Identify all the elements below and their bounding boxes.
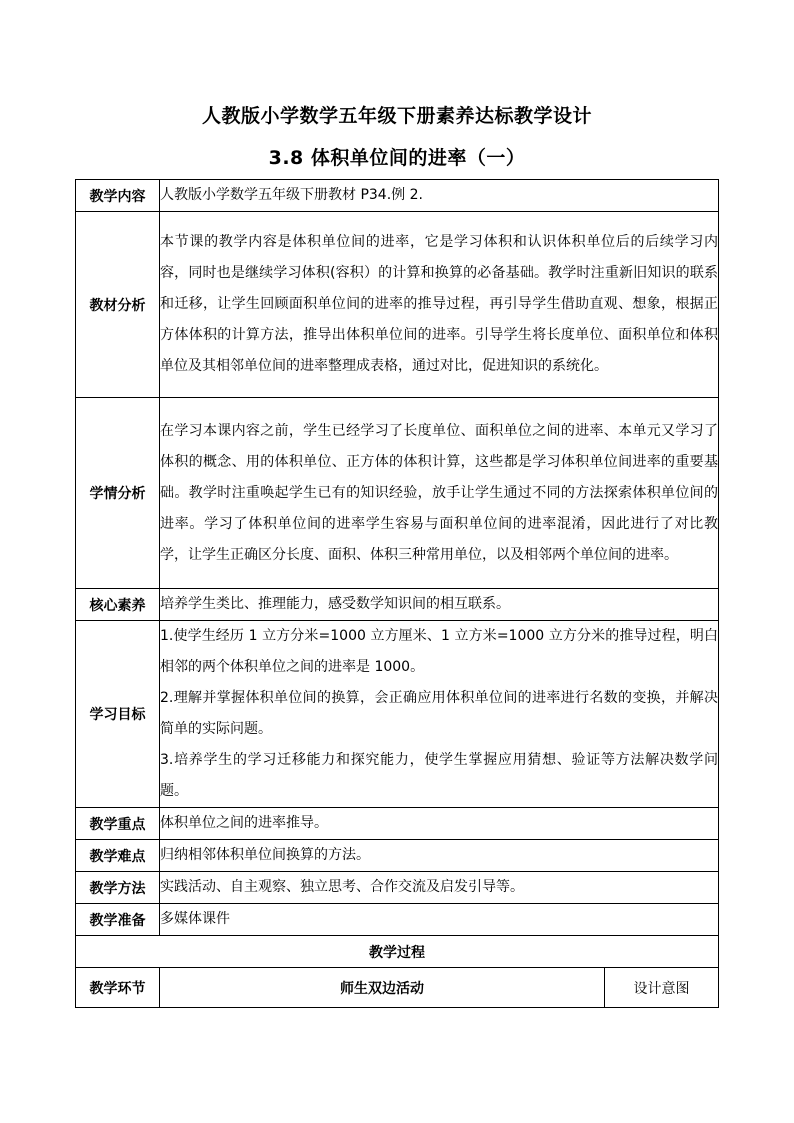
- content-line: 培养学生类比、推理能力，感受数学知识间的相互联系。: [160, 596, 510, 612]
- content-line: 实践活动、自主观察、独立思考、合作交流及启发引导等。: [160, 879, 524, 895]
- row-content: [160, 212, 719, 398]
- row-label: 教学方法: [76, 872, 160, 904]
- process-heading: 教学过程: [76, 936, 719, 968]
- row-label: 学习目标: [76, 621, 160, 808]
- row-label: 教学内容: [76, 180, 160, 212]
- row-process-heading: [76, 936, 719, 968]
- row-learning-goals: [76, 621, 719, 808]
- document-title: 人教版小学数学五年级下册素养达标教学设计: [201, 105, 592, 127]
- column-header-intent: 设计意图: [605, 968, 719, 1008]
- row-content: [160, 904, 719, 936]
- row-label: 教学重点: [76, 808, 160, 840]
- content-line: 本节课的教学内容是体积单位间的进率，它是学习体积和认识体积单位后的后续学习内容，同时也是继续学习体积(容积）的计算和换算的必备基础。教学时注重新旧知识的联系和迁移，让学生回顾面积单位间的进率的推导过程，再引导学生借助直观、想象，根据正方体体积的计算方法，推导出体积单位间的进率。引导学生将长度单位、面积单位和体积单位及其相邻单位间的进率整理成表格，通过对比，促进知识的系统化。: [160, 234, 718, 374]
- lesson-plan-table: [75, 179, 719, 1008]
- row-process-columns: [76, 968, 719, 1008]
- row-preparation: [76, 904, 719, 936]
- content-line: 3.培养学生的学习迁移能力和探究能力，使学生掌握应用猜想、验证等方法解决数学问题。: [160, 752, 718, 799]
- content-line: 1.使学生经历 1 立方分米=1000 立方厘米、1 立方米=1000 立方分米的推导过程，明白相邻的两个体积单位之间的进率是 1000。: [160, 628, 718, 675]
- row-material-analysis: [76, 212, 719, 398]
- row-label: 核心素养: [76, 589, 160, 621]
- content-line: 2.理解并掌握体积单位间的换算，会正确应用体积单位间的进率进行名数的变换，并解决简单的实际问题。: [160, 690, 718, 737]
- row-learner-analysis: [76, 398, 719, 589]
- row-content: [160, 180, 719, 212]
- row-content: [160, 872, 719, 904]
- row-label: 学情分析: [76, 398, 160, 589]
- row-methods: [76, 872, 719, 904]
- content-line: 多媒体课件: [160, 911, 230, 927]
- row-content: [160, 589, 719, 621]
- row-content: [160, 840, 719, 872]
- content-line: 体积单位之间的进率推导。: [160, 815, 328, 831]
- row-content: [160, 398, 719, 589]
- row-teaching-content: [76, 180, 719, 212]
- row-content: [160, 808, 719, 840]
- row-difficulties: [76, 840, 719, 872]
- column-header-activities: 师生双边活动: [160, 968, 605, 1008]
- row-label: 教学准备: [76, 904, 160, 936]
- row-content: [160, 621, 719, 808]
- content-line: 人教版小学数学五年级下册教材 P34.例 2.: [160, 187, 423, 203]
- column-header-stage: 教学环节: [76, 968, 160, 1008]
- row-label: 教学难点: [76, 840, 160, 872]
- row-key-points: [76, 808, 719, 840]
- content-line: 在学习本课内容之前，学生已经学习了长度单位、面积单位之间的进率、本单元又学习了体积的概念、用的体积单位、正方体的体积计算，这些都是学习体积单位间进率的重要基础。教学时注重唤起学生已有的知识经验，放手让学生通过不同的方法探索体积单位间的进率。学习了体积单位间的进率学生容易与面积单位间的进率混淆，因此进行了对比教学，让学生正确区分长度、面积、体积三种常用单位，以及相邻两个单位间的进率。: [160, 422, 718, 563]
- content-line: 归纳相邻体积单位间换算的方法。: [160, 847, 370, 863]
- row-label: 教材分析: [76, 212, 160, 398]
- row-core-literacy: [76, 589, 719, 621]
- lesson-title: 3.8 体积单位间的进率（一）: [268, 147, 526, 169]
